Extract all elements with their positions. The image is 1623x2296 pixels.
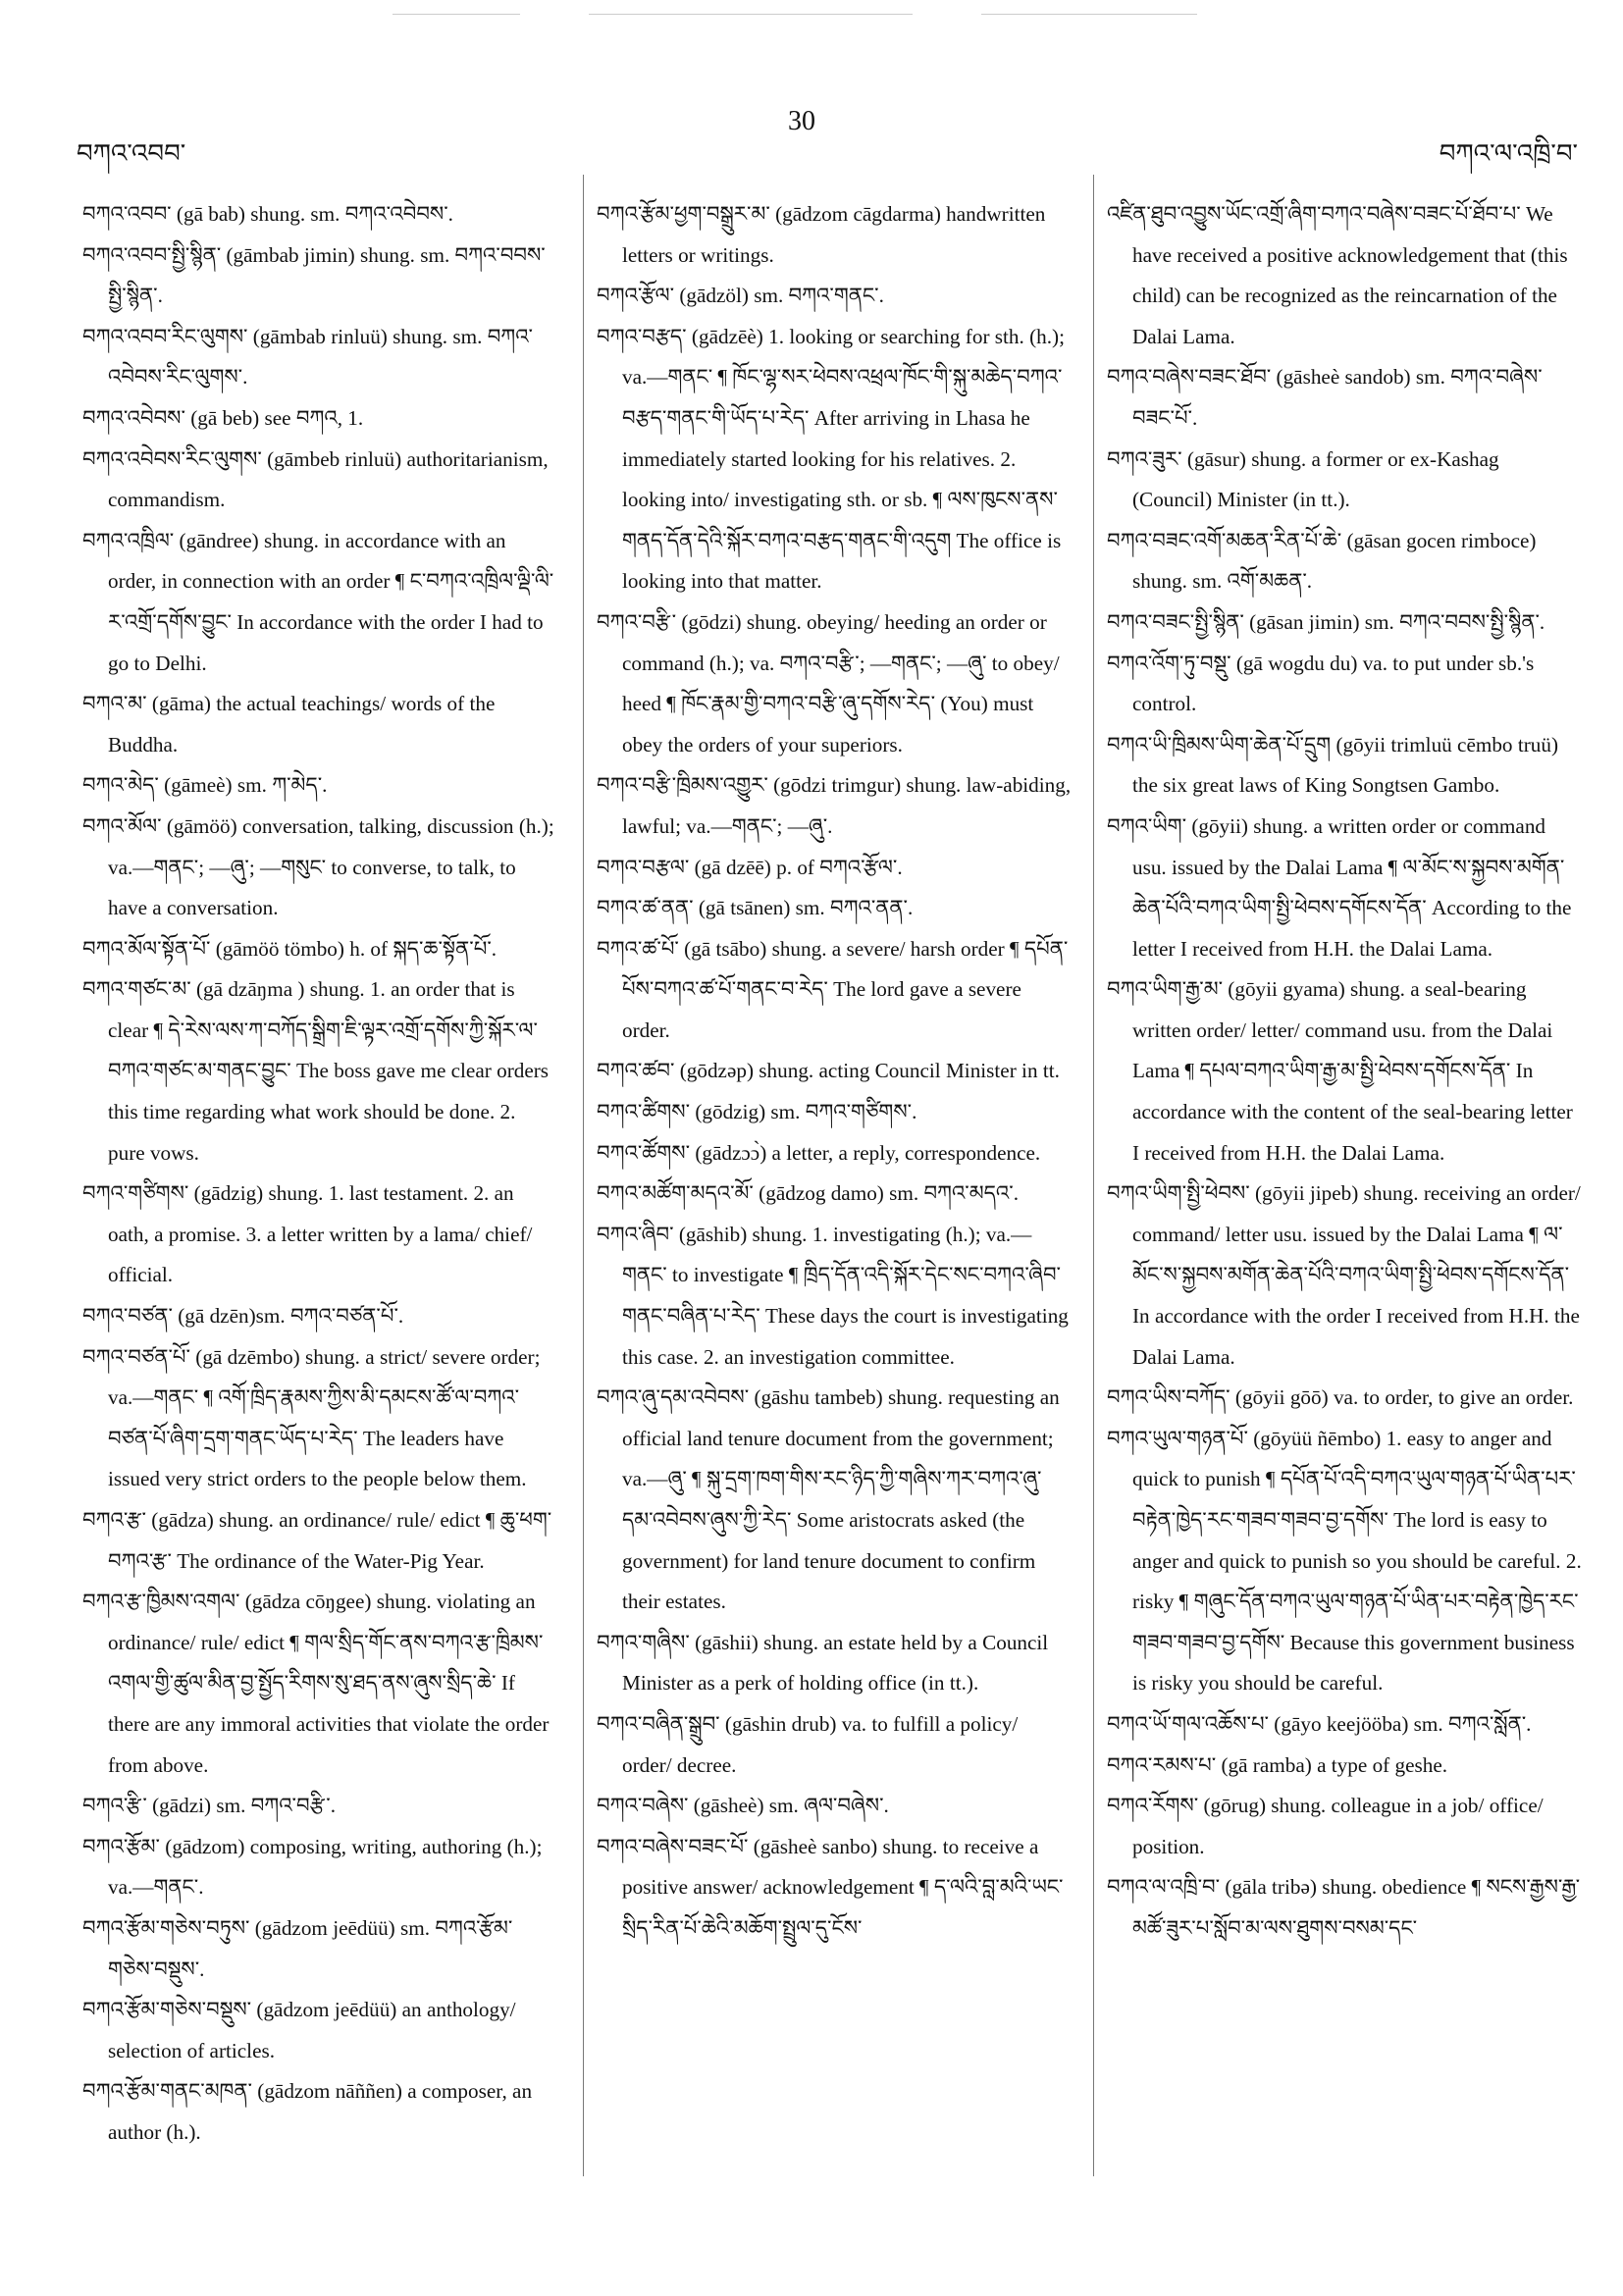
- column-divider: [583, 175, 584, 2176]
- dictionary-entry: བཀའ་རྩོམ་ (gādzom) composing, writing, authoring (h.); va.—གནང་.: [82, 1834, 543, 1900]
- dictionary-entry: བཀའ་ལ་འཁྲི་བ་ (gāla tribə) shung. obedience ¶ སངས་རྒྱས་རྒྱ་མཚོ་ཟུར་པ་སློབ་མ་ལས་ཐུགས་བསམ་དང་: [1107, 1875, 1581, 1940]
- dictionary-column-3: [1107, 194, 1582, 1950]
- dictionary-entry: འཛིན་ཐུབ་འབྱུས་ཡོང་འགྲོ་ཞིག་བཀའ་བཞེས་བཟང་པོ་ཐོབ་པ་ We have received a positive acknowledgement that (this child) can be recognized as the reincarnation of the Dalai Lama.: [1107, 202, 1568, 348]
- top-edge-mark: [589, 14, 913, 15]
- dictionary-entry: བཀའ་རྩོམ་གཅེས་བཏུས་ (gādzom jeēdüü) sm. བཀའ་རྩོམ་གཅེས་བསྡུས་.: [82, 1915, 513, 1981]
- dictionary-entry: བཀའ་ཚ་པོ་ (gā tsābo) shung. a severe/ harsh order ¶ དཔོན་པོས་བཀའ་ཚ་པོ་གནང་བ་རེད་ The lord gave a severe order.: [597, 936, 1069, 1042]
- dictionary-entry: བཀའ་འབབ་རིང་ལུགས་ (gāmbab rinluü) shung. sm. བཀའ་འབེབས་རིང་ལུགས་.: [82, 324, 533, 390]
- column-divider: [1093, 175, 1094, 2176]
- dictionary-entry: བཀའ་ཡིག་ (gōyii) shung. a written order or command usu. issued by the Dalai Lama ¶ ལ་མོང་ས་སྐྱབས་མགོན་ཆེན་པོའི་བཀའ་ཡིག་སྤྱི་ཕེབས་དགོངས་དོན་ According to the letter I received from H.H. the Dalai Lama.: [1107, 813, 1572, 961]
- dictionary-entry: བཀའ་རྩ་ (gādza) shung. an ordinance/ rule/ edict ¶ ཆུ་ཕག་བཀའ་རྩ་ The ordinance of the Water-Pig Year.: [82, 1508, 552, 1573]
- dictionary-entry: བཀའ་ཡོ་གལ་འཆོས་པ་ (gāyo keejööba) sm. བཀའ་སློན་.: [1107, 1711, 1532, 1736]
- dictionary-entry: བཀའ་གཙང་མ་ (gā dzāŋma ) shung. 1. an order that is clear ¶ དེ་རེས་ལས་ཀ་བཀོད་སྒྲིག་ཇི་ལྟར་འགྲོ་དགོས་ཀྱི་སྐོར་ལ་བཀའ་གཙང་མ་གནང་བྱུང་ The boss gave me clear orders this time regarding what work should be done. 2. pure vows.: [82, 977, 550, 1165]
- dictionary-entry: བཀའ་ཡིས་བཀོད་ (gōyii gōō) va. to order, to give an order.: [1107, 1385, 1574, 1410]
- dictionary-entry: བཀའ་བརྩི་ (gōdzi) shung. obeying/ heeding an order or command (h.); va. བཀའ་བརྩི་; —གནང་; —ཞུ་ to obey/ heed ¶ ཁོང་རྣམ་གྱི་བཀའ་བརྩི་ཞུ་དགོས་རེད་ (You) must obey the orders of your superiors.: [597, 609, 1060, 757]
- right-guide-word: བཀའ་ལ་འཁྲི་བ་: [1439, 139, 1578, 168]
- dictionary-entry: བཀའ་འོག་ཏུ་བསྡུ་ (gā wogdu du) va. to put under sb.'s control.: [1107, 651, 1535, 716]
- dictionary-entry: བཀའ་ཚབ་ (gōdzəp) shung. acting Council Minister in tt.: [597, 1059, 1060, 1083]
- dictionary-entry: བཀའ་ཡིག་སྤྱི་ཕེབས་ (gōyii jipeb) shung. receiving an order/ command/ letter usu. issued by the Dalai Lama ¶ ལ་མོང་ས་སྐྱབས་མགོན་ཆེན་པོའི་བཀའ་ཡིག་སྤྱི་ཕེབས་དགོངས་དོན་ In accordance with the order I received from H.H. the Dalai Lama.: [1107, 1181, 1581, 1369]
- dictionary-entry: བཀའ་བཞེས་ (gāsheè) sm. ཞལ་བཞེས་.: [597, 1794, 889, 1818]
- dictionary-entry: བཀའ་འབབ་སྤྱི་སྙིན་ (gāmbab jimin) shung. sm. བཀའ་བབས་སྤྱི་སྙིན་.: [82, 242, 546, 308]
- dictionary-entry: བཀའ་གཞིས་ (gāshii) shung. an estate held by a Council Minister as a perk of holding office (in tt.).: [597, 1630, 1049, 1696]
- dictionary-entry: བཀའ་བཙན་པོ་ (gā dzēmbo) shung. a strict/ severe order; va.—གནང་ ¶ འགོ་ཁྲིད་རྣམས་ཀྱིས་མི་དམངས་ཚོ་ལ་བཀའ་བཙན་པོ་ཞིག་དྲག་གནང་ཡོད་པ་རེད་ The leaders have issued very strict orders to the people below them.: [82, 1344, 541, 1491]
- dictionary-entry: བཀའ་རམས་པ་ (gā ramba) a type of geshe.: [1107, 1752, 1448, 1777]
- dictionary-entry: བཀའ་ཟུར་ (gāsur) shung. a former or ex-Kashag (Council) Minister (in tt.).: [1107, 446, 1499, 512]
- left-guide-word: བཀའ་འབབ་: [77, 139, 186, 168]
- dictionary-entry: བཀའ་ཚ་ནན་ (gā tsānen) sm. བཀའ་ནན་.: [597, 896, 914, 920]
- dictionary-entry: བཀའ་བརྩི་ཁྲིམས་འགྱུར་ (gōdzi trimgur) shung. law-abiding, lawful; va.—གནང་; —ཞུ་.: [597, 773, 1072, 838]
- dictionary-entry: བཀའ་མོལ་ (gāmöö) conversation, talking, discussion (h.); va.—གནང་; —ཞུ་; —གསུང་ to converse, to talk, to have a conversation.: [82, 813, 554, 920]
- dictionary-entry: བཀའ་བཙན་ (gā dzēn)sm. བཀའ་བཙན་པོ་.: [82, 1304, 404, 1329]
- dictionary-entry: བཀའ་བཞིན་སྒྲུབ་ (gāshin drub) va. to fulfill a policy/ order/ decree.: [597, 1711, 1019, 1777]
- dictionary-entry: བཀའ་རྩ་ཁྱིམས་འགལ་ (gādza cōŋgee) shung. violating an ordinance/ rule/ edict ¶ གལ་སྲིད་གོང་ནས་བཀའ་རྩ་ཁྲིམས་འགལ་གྱི་ཚུལ་མིན་བྱ་སྤྱོད་རིགས་སུ་ཐད་ནས་ཞུས་སྲིད་ཆེ་ If there are any immoral activities that violate the order from above.: [82, 1590, 550, 1777]
- dictionary-entry: བཀའ་རྩི་ (gādzi) sm. བཀའ་བརྩི་.: [82, 1794, 337, 1818]
- dictionary-entry: བཀའ་འབེབས་རིང་ལུགས་ (gāmbeb rinluü) authoritarianism, commandism.: [82, 446, 549, 512]
- top-edge-mark: [393, 14, 520, 15]
- dictionary-entry: བཀའ་ཚོགས་ (gādzɔɔ̀) a letter, a reply, correspondence.: [597, 1140, 1041, 1165]
- dictionary-entry: བཀའ་རོགས་ (gōrug) shung. colleague in a job/ office/ position.: [1107, 1794, 1544, 1858]
- dictionary-entry: བཀའ་རྩོམ་གནང་མཁན་ (gādzom nāññen) a composer, an author (h.).: [82, 2079, 533, 2144]
- dictionary-entry: བཀའ་མ་ (gāma) the actual teachings/ words of the Buddha.: [82, 692, 496, 757]
- dictionary-entry: བཀའ་མོལ་སྟོན་པོ་ (gāmöö tömbo) h. of སྐད་ཆ་སྟོན་པོ་.: [82, 936, 497, 961]
- dictionary-entry: བཀའ་ཡི་ཁྲིམས་ཡིག་ཆེན་པོ་དྲུག (gōyii trimluü cēmbo truü) the six great laws of King Songtsen Gambo.: [1107, 732, 1559, 798]
- dictionary-column-2: [597, 194, 1072, 1950]
- dictionary-entry: བཀའ་འབེབས་ (gā beb) see བཀའ, 1.: [82, 405, 364, 430]
- page-number: 30: [788, 106, 815, 136]
- dictionary-entry: བཀའ་ཡིག་རྒྱ་མ་ (gōyii gyama) shung. a seal-bearing written order/ letter/ command usu. from the Dalai Lama ¶ དཔལ་བཀའ་ཡིག་རྒྱ་མ་སྤྱི་ཕེབས་དགོངས་དོན་ In accordance with the content of the seal-bearing letter I received from H.H. the Dalai Lama.: [1107, 977, 1573, 1165]
- dictionary-entry: བཀའ་རྩོམ་ཕྱག་བསྒྲུར་མ་ (gādzom cāgdarma) handwritten letters or writings.: [597, 202, 1046, 267]
- page-header: [0, 0, 1623, 167]
- top-edge-mark: [981, 14, 1197, 15]
- dictionary-entry: བཀའ་མེད་ (gāmeè) sm. ཀ་མེད་.: [82, 773, 328, 798]
- dictionary-entry: བཀའ་བཟང་འགོ་མཆན་རིན་པོ་ཆེ་ (gāsan gocen rimboce) shung. sm. འགོ་མཆན་.: [1107, 528, 1537, 594]
- dictionary-entry: བཀའ་འཁྲིལ་ (gāndree) shung. in accordance with an order, in connection with an order ¶ ང་བཀའ་འཁྲིལ་ལྡི་ལི་ར་འགྲོ་དགོས་བྱུང་ In accordance with the order I had to go to Delhi.: [82, 528, 554, 675]
- dictionary-entry: བཀའ་བརྩལ་ (gā dzēē) p. of བཀའ་རྩོལ་.: [597, 855, 903, 879]
- dictionary-entry: བཀའ་ཞིབ་ (gāshib) shung. 1. investigating (h.); va.—གནང་ to investigate ¶ ཁྲིད་དོན་འདི་སྐོར་དེང་སང་བཀའ་ཞིབ་གནང་བཞིན་པ་རེད་ These days the court is investigating this case. 2. an investigation committee.: [597, 1222, 1069, 1369]
- dictionary-entry: བཀའ་བཞེས་བཟང་ཐོབ་ (gāsheè sandob) sm. བཀའ་བཞེས་བཟང་པོ་.: [1107, 365, 1543, 430]
- dictionary-entry: བཀའ་རྩོམ་གཅེས་བསྡུས་ (gādzom jeēdüü) an anthology/ selection of articles.: [82, 1998, 516, 2062]
- dictionary-entry: བཀའ་བཟང་སྤྱི་སྙིན་ (gāsan jimin) sm. བཀའ་བབས་སྤྱི་སྙིན་.: [1107, 609, 1545, 634]
- dictionary-column-1: [82, 194, 557, 2154]
- dictionary-entry: བཀའ་བཞེས་བཟང་པོ་ (gāsheè sanbo) shung. to receive a positive answer/ acknowledgement ¶ ད་ལའི་བླ་མའི་ཡང་སྲིད་རིན་པོ་ཆེའི་མཆོག་སྤྲུལ་དུ་ངོས་: [597, 1834, 1064, 1940]
- dictionary-entry: བཀའ་འབབ་ (gā bab) shung. sm. བཀའ་འབེབས་.: [82, 202, 453, 226]
- dictionary-entry: བཀའ་ཚིགས་ (gōdzig) sm. བཀའ་གཙིགས་.: [597, 1100, 917, 1124]
- dictionary-entry: བཀའ་གཙིགས་ (gādzig) shung. 1. last testament. 2. an oath, a promise. 3. a letter written by a lama/ chief/ official.: [82, 1181, 533, 1287]
- dictionary-entry: བཀའ་ཞུ་དམ་འབེབས་ (gāshu tambeb) shung. requesting an official land tenure document from the government; va.—ཞུ་ ¶ སྐུ་དྲག་ཁག་གིས་རང་ཉིད་ཀྱི་གཞིས་ཀར་བཀའ་ཞུ་དམ་འབེབས་ཞུས་ཀྱི་རེད་ Some aristocrats asked (the government) for land tenure document to confirm their estates.: [597, 1385, 1060, 1614]
- dictionary-entry: བཀའ་རྩོལ་ (gādzöl) sm. བཀའ་གནང་.: [597, 284, 884, 308]
- dictionary-entry: བཀའ་བརྩད་ (gādzēè) 1. looking or searching for sth. (h.); va.—གནང་ ¶ ཁོང་ལྷ་སར་ཕེབས་འཕྲལ་ཁོང་གི་སྐུ་མཆེད་བཀའ་བརྩད་གནང་གི་ཡོད་པ་རེད་ After arriving in Lhasa he immediately started looking for his relatives. 2. looking into/ investigating sth. or sb. ¶ ལས་ཁུངས་ནས་གནད་དོན་དེའི་སྐོར་བཀའ་བརྩད་གནང་གི་འདུག The office is looking into that matter.: [597, 324, 1066, 594]
- dictionary-entry: བཀའ་ཡུལ་གཉན་པོ་ (gōyüü ñēmbo) 1. easy to anger and quick to punish ¶ དཔོན་པོ་འདི་བཀའ་ཡུལ་གཉན་པོ་ཡིན་པར་བརྟེན་ཁྱེད་རང་གཟབ་གཟབ་བྱ་དགོས་ The lord is easy to anger and quick to punish so you should be careful. 2. risky ¶ གཞུང་དོན་བཀའ་ཡུལ་གཉན་པོ་ཡིན་པར་བརྟེན་ཁྱེད་རང་གཟབ་གཟབ་བྱ་དགོས་ Because this government business is risky you should be careful.: [1107, 1426, 1582, 1696]
- dictionary-entry: བཀའ་མཚོག་མདའ་མོ་ (gādzog damo) sm. བཀའ་མདའ་.: [597, 1181, 1019, 1206]
